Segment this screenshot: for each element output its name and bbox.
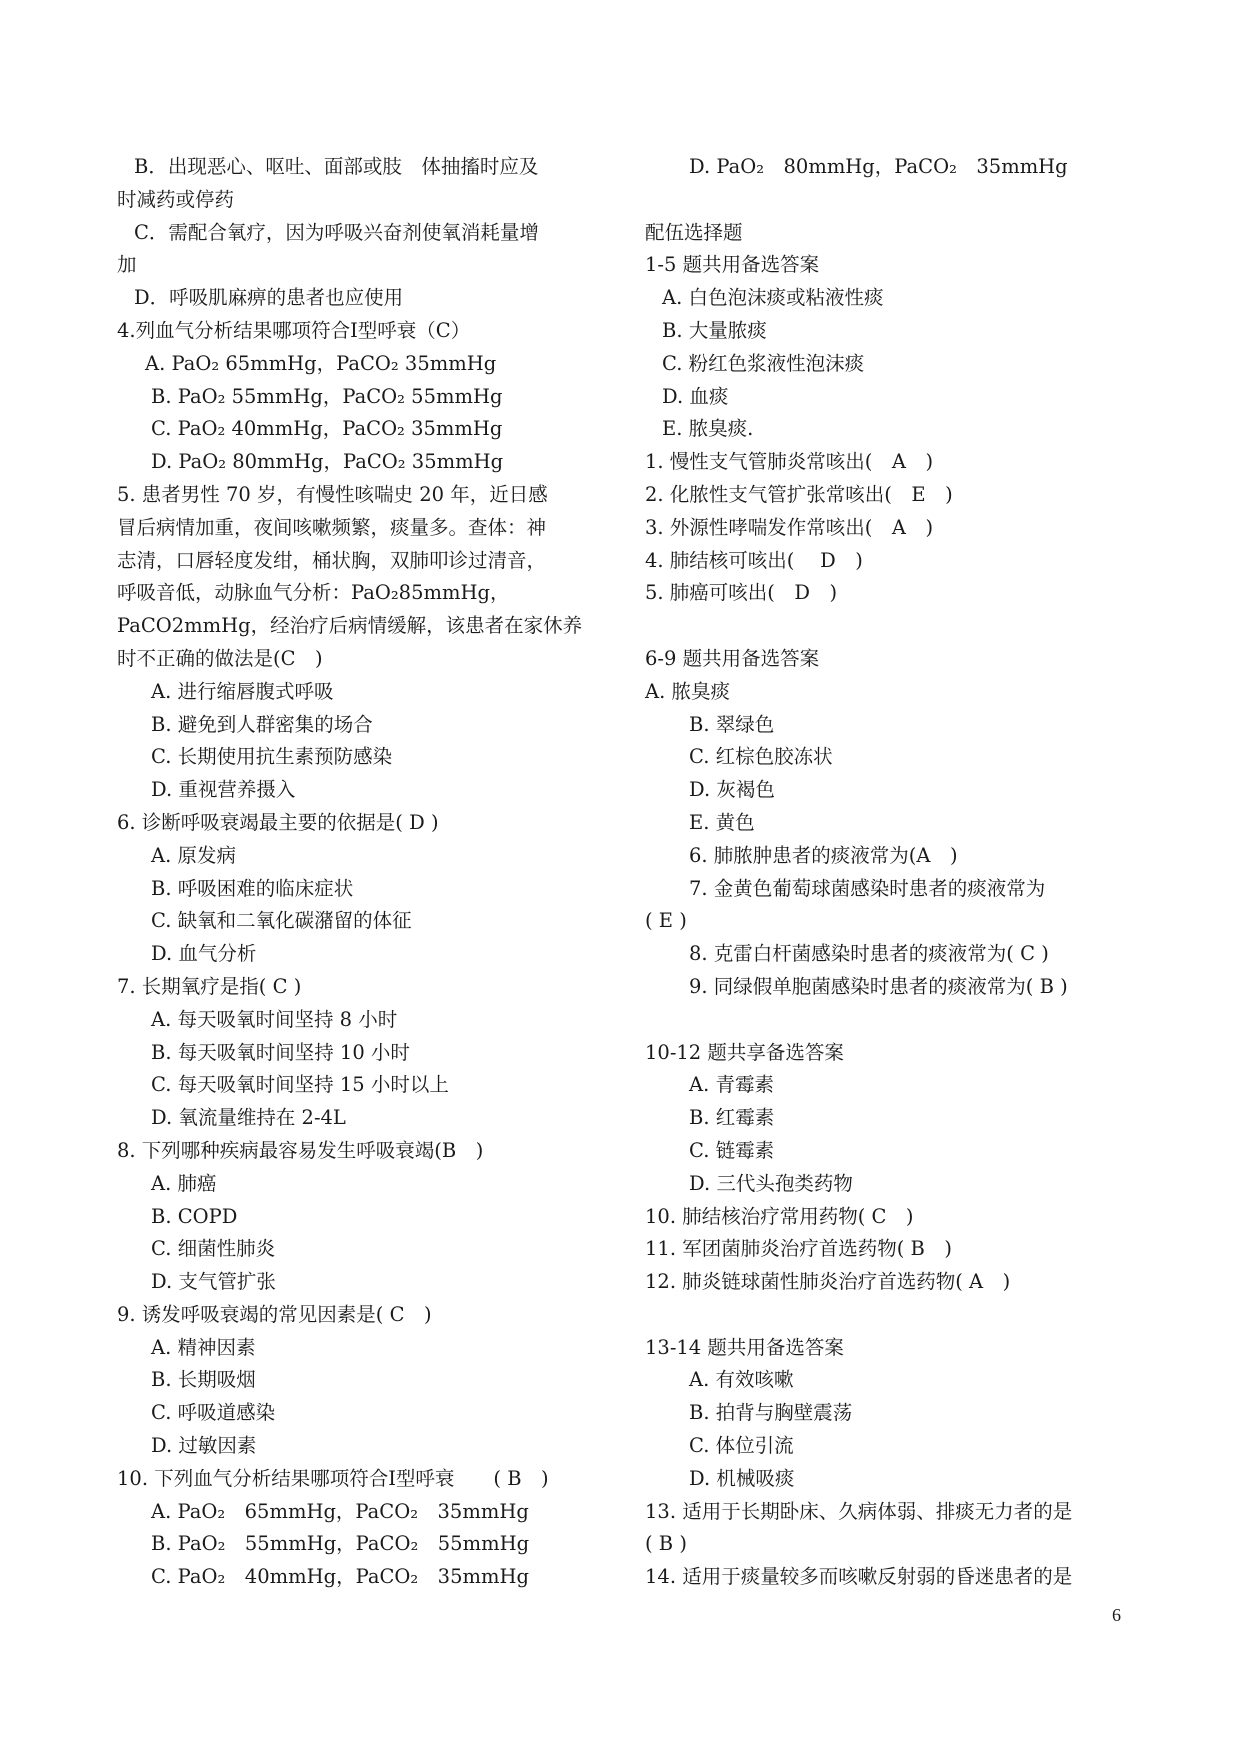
right-column-line: C. 体位引流 bbox=[689, 1434, 794, 1458]
right-column-line: B. 红霉素 bbox=[689, 1106, 775, 1130]
right-column-line: C. 粉红色浆液性泡沫痰 bbox=[662, 351, 865, 375]
right-column-line: 10. 肺结核治疗常用药物( C ) bbox=[645, 1204, 914, 1228]
right-column-line: C. 链霉素 bbox=[689, 1138, 775, 1162]
left-column-line: C．需配合氧疗，因为呼吸兴奋剂使氧消耗量增 bbox=[134, 220, 539, 244]
right-column-line: 3. 外源性哮喘发作常咳出( A ) bbox=[645, 515, 934, 539]
right-column-line: 4. 肺结核可咳出( D ) bbox=[645, 548, 863, 572]
right-column-line: A. 脓臭痰 bbox=[645, 679, 730, 703]
left-column-line: 加 bbox=[117, 253, 137, 277]
left-column-line: D. 支气管扩张 bbox=[151, 1270, 276, 1294]
right-column-line: ( E ) bbox=[645, 909, 687, 933]
right-column-line: E. 黄色 bbox=[689, 810, 755, 834]
left-column-line: D．呼吸肌麻痹的患者也应使用 bbox=[134, 286, 404, 310]
left-column-line: D. 重视营养摄入 bbox=[151, 778, 296, 802]
left-column-line: PaCO2mmHg，经治疗后病情缓解，该患者在家休养 bbox=[117, 614, 583, 638]
left-column-line: 9. 诱发呼吸衰竭的常见因素是( C ) bbox=[117, 1302, 432, 1326]
right-column-line bbox=[645, 610, 1125, 643]
left-column-line: 呼吸音低，动脉血气分析：PaO₂85mmHg， bbox=[117, 581, 510, 605]
left-column-line: 8. 下列哪种疾病最容易发生呼吸衰竭(B ) bbox=[117, 1138, 484, 1162]
right-column-line: D. 机械吸痰 bbox=[689, 1466, 795, 1490]
right-column-line: D. 血痰 bbox=[662, 384, 729, 408]
right-column-line: A. 白色泡沫痰或粘液性痰 bbox=[662, 286, 884, 310]
right-column-line: 6-9 题共用备选答案 bbox=[645, 646, 820, 670]
right-column-line: 1-5 题共用备选答案 bbox=[645, 253, 820, 277]
left-column-line: B．出现恶心、呕吐、面部或肢 体抽搐时应及 bbox=[134, 155, 539, 178]
right-column-line bbox=[645, 184, 1125, 217]
right-column-line: 14. 适用于痰量较多而咳嗽反射弱的昏迷患者的是 bbox=[645, 1565, 1073, 1589]
right-column-line: 1. 慢性支气管肺炎常咳出( A ) bbox=[645, 450, 934, 474]
right-column-line: B. 翠绿色 bbox=[689, 712, 775, 736]
left-column-line: B. PaO₂ 55mmHg，PaCO₂ 55mmHg bbox=[151, 384, 503, 408]
right-column-line bbox=[645, 1299, 1125, 1332]
left-column-line: A. 原发病 bbox=[151, 843, 236, 867]
left-column-line: A. PaO₂ 65mmHg，PaCO₂ 35mmHg bbox=[145, 351, 497, 375]
right-column-line: 10-12 题共享备选答案 bbox=[645, 1040, 844, 1064]
left-column-line: B. PaO₂ 55mmHg，PaCO₂ 55mmHg bbox=[151, 1532, 530, 1556]
left-column-line: B. COPD bbox=[151, 1204, 238, 1228]
left-column-line: A. 每天吸氧时间坚持 8 小时 bbox=[151, 1007, 398, 1031]
right-column-line: 6. 肺脓肿患者的痰液常为(A ) bbox=[689, 843, 958, 867]
right-column-line: 7. 金黄色葡萄球菌感染时患者的痰液常为 bbox=[689, 876, 1046, 900]
left-column-line: 志清，口唇轻度发绀，桶状胸，双肺叩诊过清音， bbox=[117, 548, 547, 572]
right-column-line: 11. 军团菌肺炎治疗首选药物( B ) bbox=[645, 1237, 952, 1261]
left-column-line: B. 每天吸氧时间坚持 10 小时 bbox=[151, 1040, 410, 1064]
left-column-line: D. 过敏因素 bbox=[151, 1434, 257, 1458]
left-column-line: D. PaO₂ 80mmHg，PaCO₂ 35mmHg bbox=[151, 450, 504, 474]
left-column-line: 时减药或停药 bbox=[117, 187, 235, 211]
right-column-line: A. 青霉素 bbox=[689, 1073, 774, 1097]
left-column-line: 冒后病情加重，夜间咳嗽频繁，痰量多。查体：神 bbox=[117, 515, 547, 539]
left-column-line: 6. 诊断呼吸衰竭最主要的依据是( D ) bbox=[117, 810, 439, 834]
left-column-line: B. 避免到人群密集的场合 bbox=[151, 712, 373, 736]
right-column-line: 2. 化脓性支气管扩张常咳出( E ) bbox=[645, 482, 953, 506]
left-column-line: D. 血气分析 bbox=[151, 942, 257, 966]
right-column-line: C. 红棕色胶冻状 bbox=[689, 745, 833, 769]
left-column-line: A. 肺癌 bbox=[151, 1171, 217, 1195]
left-column-line: C. 呼吸道感染 bbox=[151, 1401, 276, 1425]
left-column-line: A. 精神因素 bbox=[151, 1335, 256, 1359]
right-column-line: 配伍选择题 bbox=[645, 220, 743, 244]
left-column-line: C. PaO₂ 40mmHg，PaCO₂ 35mmHg bbox=[151, 1565, 529, 1589]
left-column bbox=[117, 151, 602, 1594]
right-column bbox=[645, 151, 1125, 1594]
right-column-line: D. PaO₂ 80mmHg，PaCO₂ 35mmHg bbox=[689, 155, 1068, 178]
left-column-line: B. 呼吸困难的临床症状 bbox=[151, 876, 354, 900]
right-column-line: 9. 同绿假单胞菌感染时患者的痰液常为( B ) bbox=[689, 974, 1068, 998]
left-column-line: B. 长期吸烟 bbox=[151, 1368, 256, 1392]
left-column-line: A. 进行缩唇腹式呼吸 bbox=[151, 679, 334, 703]
right-column-line: D. 三代头孢类药物 bbox=[689, 1171, 853, 1195]
right-column-line: A. 有效咳嗽 bbox=[689, 1368, 794, 1392]
right-column-line: B. 大量脓痰 bbox=[662, 318, 767, 342]
left-column-line: 10. 下列血气分析结果哪项符合Ⅰ型呼衰 ( B ) bbox=[117, 1466, 549, 1490]
left-column-line: C. 长期使用抗生素预防感染 bbox=[151, 745, 393, 769]
right-column-line: B. 拍背与胸壁震荡 bbox=[689, 1401, 853, 1425]
right-column-line: 12. 肺炎链球菌性肺炎治疗首选药物( A ) bbox=[645, 1270, 1011, 1294]
right-column-line: 5. 肺癌可咳出( D ) bbox=[645, 581, 838, 605]
right-column-line: D. 灰褐色 bbox=[689, 778, 775, 802]
left-column-line: A. PaO₂ 65mmHg，PaCO₂ 35mmHg bbox=[151, 1499, 529, 1523]
page-number: 6 bbox=[1112, 1605, 1121, 1625]
left-column-line: D. 氧流量维持在 2-4L bbox=[151, 1106, 346, 1130]
right-column-line: E. 脓臭痰. bbox=[662, 417, 754, 441]
right-column-line: ( B ) bbox=[645, 1532, 687, 1556]
left-column-line: 5. 患者男性 70 岁，有慢性咳喘史 20 年，近日感 bbox=[117, 482, 548, 506]
right-column-line bbox=[645, 1004, 1125, 1037]
left-column-line: C. 细菌性肺炎 bbox=[151, 1237, 276, 1261]
left-column-line: C. PaO₂ 40mmHg，PaCO₂ 35mmHg bbox=[151, 417, 503, 441]
left-column-line: 4.列血气分析结果哪项符合Ⅰ型呼衰（C） bbox=[117, 318, 471, 342]
right-column-line: 13-14 题共用备选答案 bbox=[645, 1335, 844, 1359]
left-column-line: 7. 长期氧疗是指( C ) bbox=[117, 974, 302, 998]
right-column-line: 13. 适用于长期卧床、久病体弱、排痰无力者的是 bbox=[645, 1499, 1073, 1523]
left-column-line: C. 缺氧和二氧化碳潴留的体征 bbox=[151, 909, 412, 933]
left-column-line: C. 每天吸氧时间坚持 15 小时以上 bbox=[151, 1073, 449, 1097]
left-column-line: 时不正确的做法是(C ) bbox=[117, 646, 323, 670]
right-column-line: 8. 克雷白杆菌感染时患者的痰液常为( C ) bbox=[689, 942, 1049, 966]
